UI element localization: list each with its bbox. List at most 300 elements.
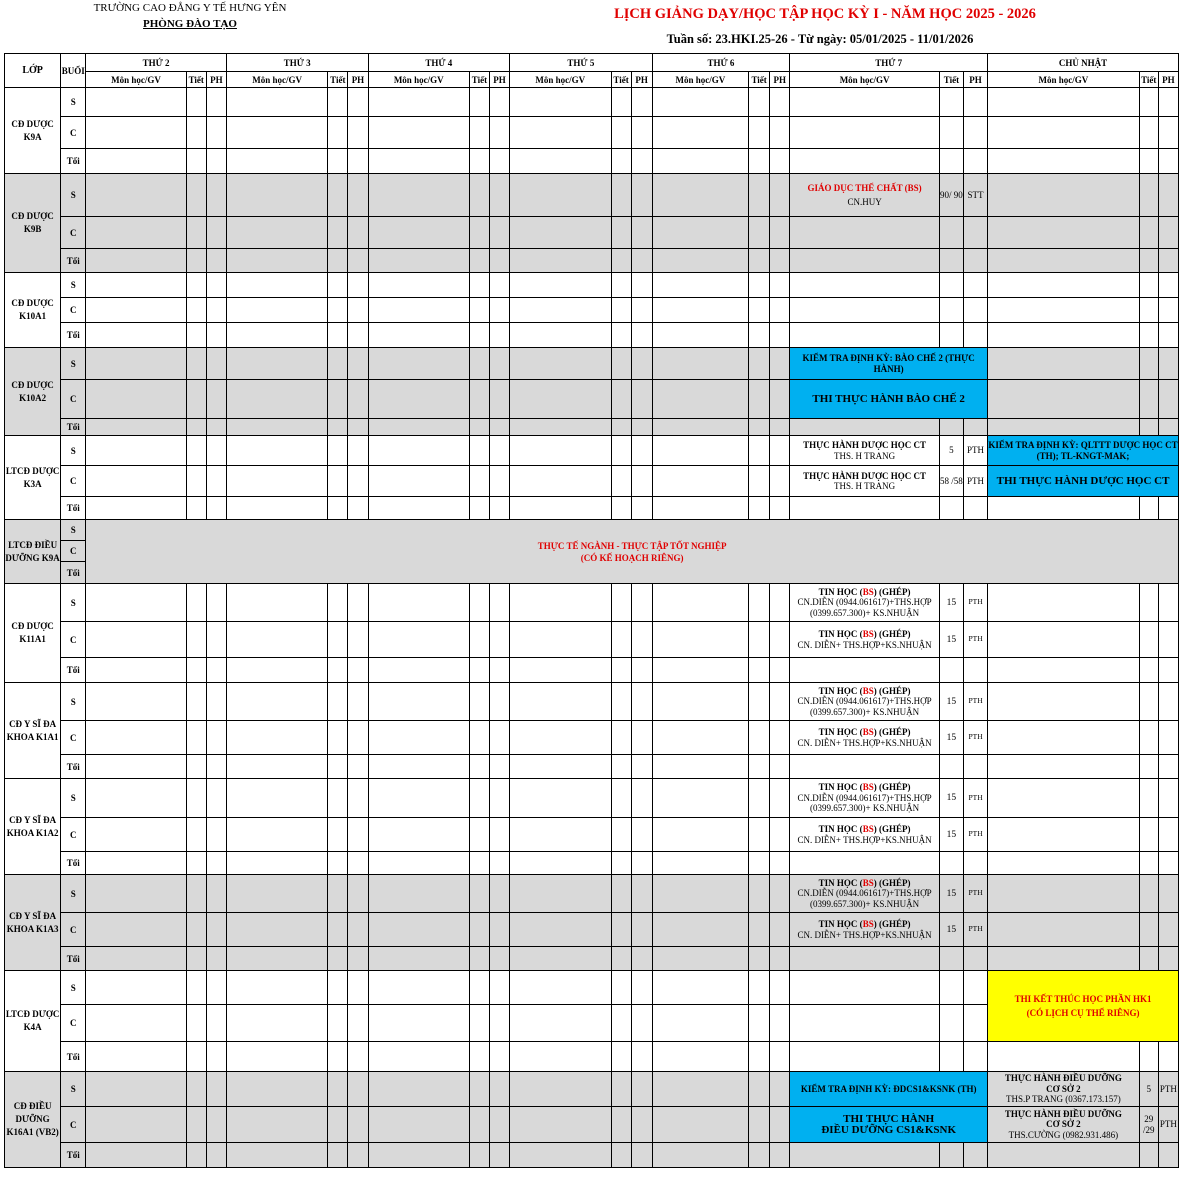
room-cell xyxy=(963,658,987,683)
session-label: Tối xyxy=(61,497,86,520)
cell-text: ) (GHÉP) xyxy=(873,919,911,929)
schedule-cell xyxy=(368,419,469,436)
schedule-cell xyxy=(652,818,748,852)
cell-text: THI THỰC HÀNH xyxy=(843,1112,935,1125)
schedule-cell xyxy=(988,875,1140,913)
table-row xyxy=(5,217,1179,249)
schedule-cell xyxy=(510,1072,611,1107)
room-cell xyxy=(770,584,790,622)
room-cell xyxy=(348,436,368,466)
period-cell xyxy=(1139,217,1158,249)
session-label: S xyxy=(61,88,86,117)
room-cell xyxy=(770,1042,790,1072)
schedule-cell xyxy=(988,818,1140,852)
period-cell xyxy=(1139,348,1158,380)
schedule-cell xyxy=(368,947,469,971)
room-cell xyxy=(489,852,509,875)
session-label: S xyxy=(61,273,86,298)
period-cell xyxy=(749,1005,770,1042)
room-cell xyxy=(489,818,509,852)
schedule-cell xyxy=(1139,1042,1158,1072)
session-label: Tối xyxy=(61,149,86,174)
room-cell xyxy=(348,149,368,174)
schedule-cell xyxy=(226,875,327,913)
room-cell xyxy=(1158,755,1178,779)
room-cell xyxy=(206,117,226,149)
schedule-cell xyxy=(652,1143,748,1168)
period-cell xyxy=(469,217,489,249)
schedule-cell xyxy=(368,683,469,721)
schedule-cell xyxy=(86,1107,186,1143)
period-cell xyxy=(611,584,631,622)
period-cell xyxy=(469,779,489,818)
schedule-cell xyxy=(652,875,748,913)
room-cell xyxy=(963,249,987,273)
period-count: 15 xyxy=(939,584,963,622)
schedule-cell xyxy=(988,947,1140,971)
schedule-cell xyxy=(368,852,469,875)
period-cell xyxy=(749,1042,770,1072)
schedule-cell xyxy=(86,149,186,174)
session-label: C xyxy=(61,466,86,497)
session-label: C xyxy=(61,1107,86,1143)
schedule-cell xyxy=(368,497,469,520)
class-name: CĐ DƯỢC K10A2 xyxy=(5,348,61,436)
schedule-cell xyxy=(226,348,327,380)
table-row xyxy=(5,875,1179,913)
schedule-cell xyxy=(368,1042,469,1072)
period-cell xyxy=(939,1042,963,1072)
period-cell xyxy=(186,88,206,117)
room-cell xyxy=(206,1107,226,1143)
room-cell xyxy=(770,298,790,323)
table-row xyxy=(5,436,1179,466)
period-cell xyxy=(611,436,631,466)
schedule-cell xyxy=(652,88,748,117)
schedule-cell xyxy=(510,658,611,683)
period-cell xyxy=(469,755,489,779)
schedule-cell xyxy=(368,875,469,913)
schedule-cell xyxy=(368,971,469,1005)
cell-text: TIN HỌC ( xyxy=(818,877,863,888)
schedule-cell xyxy=(226,380,327,419)
schedule-cell xyxy=(652,273,748,298)
room-cell xyxy=(489,149,509,174)
schedule-cell xyxy=(226,419,327,436)
class-name: CĐ Y SĨ ĐA KHOA K1A2 xyxy=(5,779,61,875)
table-row xyxy=(5,466,1179,497)
col-header-buoi: BUỔI xyxy=(61,54,86,88)
room-cell xyxy=(489,436,509,466)
period-cell xyxy=(328,174,348,217)
tiet-header: Tiết xyxy=(328,72,348,88)
schedule-cell xyxy=(988,323,1140,348)
schedule-cell xyxy=(988,249,1140,273)
cell-text: TIN HỌC ( xyxy=(818,824,863,834)
room-cell xyxy=(963,217,987,249)
schedule-cell xyxy=(652,852,748,875)
schedule-cell xyxy=(988,149,1140,174)
room-cell xyxy=(770,875,790,913)
schedule-cell xyxy=(368,149,469,174)
period-cell xyxy=(1139,380,1158,419)
period-cell xyxy=(328,971,348,1005)
period-cell xyxy=(611,755,631,779)
period-cell xyxy=(1139,149,1158,174)
room-cell xyxy=(1158,380,1178,419)
room-cell xyxy=(1158,852,1178,875)
cell-text: THỰC HÀNH DƯỢC HỌC CT xyxy=(803,470,926,481)
room-cell xyxy=(963,852,987,875)
period-cell xyxy=(328,419,348,436)
cell-text: BS xyxy=(862,629,874,639)
schedule-cell xyxy=(226,174,327,217)
room-cell xyxy=(206,875,226,913)
period-cell xyxy=(611,323,631,348)
period-cell xyxy=(611,348,631,380)
schedule-cell xyxy=(988,721,1140,755)
schedule-cell xyxy=(86,913,186,947)
room-cell xyxy=(631,1107,652,1143)
room-cell xyxy=(1158,497,1178,520)
schedule-cell xyxy=(1158,1042,1178,1072)
period-cell xyxy=(186,1143,206,1168)
schedule-cell xyxy=(368,117,469,149)
cell-text: BS xyxy=(862,782,874,793)
room-cell xyxy=(631,1042,652,1072)
room-cell xyxy=(631,436,652,466)
room-cell xyxy=(1158,818,1178,852)
schedule-cell xyxy=(226,323,327,348)
period-cell xyxy=(186,436,206,466)
room-cell xyxy=(489,1143,509,1168)
room-cell xyxy=(206,721,226,755)
session-label: Tối xyxy=(61,947,86,971)
period-cell xyxy=(186,117,206,149)
col-header-lop: LỚP xyxy=(5,54,61,88)
room-cell xyxy=(348,658,368,683)
schedule-cell xyxy=(510,622,611,658)
schedule-cell xyxy=(226,971,327,1005)
room-cell xyxy=(770,818,790,852)
room-cell xyxy=(631,149,652,174)
period-count: 15 xyxy=(939,875,963,913)
schedule-cell xyxy=(86,466,186,497)
room-cell xyxy=(770,217,790,249)
schedule-cell xyxy=(510,683,611,721)
schedule-cell xyxy=(790,149,940,174)
period-cell xyxy=(611,249,631,273)
room-cell xyxy=(631,1072,652,1107)
room-cell xyxy=(770,149,790,174)
period-cell xyxy=(611,658,631,683)
schedule-cell xyxy=(368,913,469,947)
period-cell xyxy=(1139,584,1158,622)
cell-text: CN. DIỄN+ THS.HỢP+KS.NHUẬN xyxy=(797,639,932,650)
cell-text: THI THỰC HÀNH BÀO CHẾ 2 xyxy=(812,392,965,405)
period-cell xyxy=(186,852,206,875)
schedule-cell xyxy=(226,88,327,117)
session-label: Tối xyxy=(61,323,86,348)
cell-text: (CÓ KẾ HOẠCH RIÊNG) xyxy=(580,552,684,563)
period-cell xyxy=(186,273,206,298)
event-cell xyxy=(988,436,1179,466)
period-cell xyxy=(328,323,348,348)
schedule-cell xyxy=(368,755,469,779)
room-cell xyxy=(206,348,226,380)
period-cell xyxy=(1139,117,1158,149)
session-label: Tối xyxy=(61,1143,86,1168)
schedule-cell xyxy=(988,658,1140,683)
session-label: S xyxy=(61,971,86,1005)
schedule-cell xyxy=(86,683,186,721)
room-cell xyxy=(489,217,509,249)
schedule-cell xyxy=(790,249,940,273)
subject-title xyxy=(790,727,939,738)
room-cell xyxy=(489,947,509,971)
period-cell xyxy=(749,658,770,683)
room-cell xyxy=(631,273,652,298)
schedule-cell xyxy=(652,149,748,174)
period-cell xyxy=(328,1107,348,1143)
room-cell xyxy=(631,721,652,755)
period-cell xyxy=(611,779,631,818)
period-cell xyxy=(328,852,348,875)
session-label: S xyxy=(61,348,86,380)
room-cell xyxy=(770,1005,790,1042)
room-cell xyxy=(1158,683,1178,721)
room-cell xyxy=(631,117,652,149)
room-cell xyxy=(348,1042,368,1072)
room-cell xyxy=(963,497,987,520)
ph-header: PH xyxy=(206,72,226,88)
cell-text: ) (GHÉP) xyxy=(873,586,911,597)
period-cell xyxy=(328,683,348,721)
schedule-cell xyxy=(652,249,748,273)
schedule-cell xyxy=(510,466,611,497)
room-cell xyxy=(770,380,790,419)
cell-text: ) (GHÉP) xyxy=(873,629,911,639)
day-header-thu6: THỨ 6 xyxy=(652,54,790,72)
period-cell xyxy=(1139,249,1158,273)
period-cell xyxy=(328,658,348,683)
room-cell xyxy=(770,1143,790,1168)
period-cell xyxy=(1139,419,1158,436)
schedule-cell xyxy=(86,721,186,755)
period-cell xyxy=(1139,1143,1158,1168)
schedule-cell xyxy=(652,779,748,818)
cell-text: CƠ SỞ 2 xyxy=(1046,1119,1081,1130)
cell-text: TIN HỌC ( xyxy=(818,919,863,929)
schedule-cell xyxy=(790,88,940,117)
internship-note xyxy=(86,520,1179,584)
session-label: Tối xyxy=(61,852,86,875)
schedule-cell xyxy=(226,852,327,875)
class-name: CĐ DƯỢC K9A xyxy=(5,88,61,174)
schedule-cell xyxy=(226,117,327,149)
mon-header: Môn học/GV xyxy=(790,72,940,88)
room-cell xyxy=(489,348,509,380)
period-cell xyxy=(186,298,206,323)
schedule-cell xyxy=(510,436,611,466)
cell-text: CN.HUY xyxy=(847,197,882,207)
schedule-cell xyxy=(86,323,186,348)
period-cell xyxy=(328,755,348,779)
schedule-cell xyxy=(368,1072,469,1107)
schedule-cell xyxy=(510,217,611,249)
room-cell xyxy=(489,466,509,497)
cell-text: ) (GHÉP) xyxy=(873,782,911,793)
room-cell xyxy=(770,755,790,779)
table-row xyxy=(5,1042,1179,1072)
schedule-cell xyxy=(226,658,327,683)
class-name: CĐ DƯỢC K10A1 xyxy=(5,273,61,348)
room-cell xyxy=(348,117,368,149)
room-cell xyxy=(631,466,652,497)
schedule-cell xyxy=(86,497,186,520)
mon-header: Môn học/GV xyxy=(86,72,186,88)
session-label: S xyxy=(61,875,86,913)
session-label: C xyxy=(61,217,86,249)
period-cell xyxy=(939,149,963,174)
schedule-cell xyxy=(86,779,186,818)
period-cell xyxy=(749,622,770,658)
period-cell xyxy=(1139,88,1158,117)
table-row xyxy=(5,1143,1179,1168)
room-cell xyxy=(631,683,652,721)
schedule-cell xyxy=(368,622,469,658)
class-name: LTCĐ DƯỢC K4A xyxy=(5,971,61,1072)
schedule-cell xyxy=(86,298,186,323)
period-cell xyxy=(186,875,206,913)
cell-text: (0399.657.300)+ KS.NHUẬN xyxy=(810,607,920,618)
room-code: PTH xyxy=(963,622,987,658)
period-cell xyxy=(469,1143,489,1168)
ph-header: PH xyxy=(963,72,987,88)
schedule-cell xyxy=(652,1042,748,1072)
room-cell xyxy=(348,323,368,348)
period-cell xyxy=(469,913,489,947)
room-cell xyxy=(1158,88,1178,117)
room-cell xyxy=(489,380,509,419)
schedule-cell xyxy=(86,755,186,779)
period-cell xyxy=(939,947,963,971)
session-label: C xyxy=(61,380,86,419)
room-cell xyxy=(770,947,790,971)
cell-text: BS xyxy=(862,877,874,888)
table-row xyxy=(5,520,1179,541)
period-cell xyxy=(186,174,206,217)
schedule-cell xyxy=(86,117,186,149)
period-cell xyxy=(1139,497,1158,520)
period-cell xyxy=(328,721,348,755)
schedule-cell xyxy=(988,755,1140,779)
room-cell xyxy=(348,380,368,419)
period-cell xyxy=(186,658,206,683)
schedule-cell xyxy=(988,348,1140,380)
room-cell xyxy=(489,88,509,117)
class-name: CĐ DƯỢC K11A1 xyxy=(5,584,61,683)
room-cell xyxy=(631,217,652,249)
session-label: C xyxy=(61,622,86,658)
class-name: CĐ Y SĨ ĐA KHOA K1A1 xyxy=(5,683,61,779)
schedule-cell xyxy=(368,818,469,852)
schedule-cell xyxy=(790,117,940,149)
schedule-cell xyxy=(652,117,748,149)
room-cell xyxy=(770,117,790,149)
room-cell xyxy=(631,249,652,273)
period-cell xyxy=(939,249,963,273)
schedule-cell xyxy=(988,1143,1140,1168)
room-cell xyxy=(770,466,790,497)
table-row xyxy=(5,380,1179,419)
cell-text: ĐIỀU DƯỠNG CS1&KSNK xyxy=(821,1123,957,1136)
period-cell xyxy=(328,117,348,149)
period-cell xyxy=(186,497,206,520)
period-cell xyxy=(611,88,631,117)
room-code: PTH xyxy=(963,436,987,466)
schedule-cell xyxy=(510,1107,611,1143)
schedule-cell xyxy=(510,971,611,1005)
period-cell xyxy=(469,622,489,658)
tiet-header: Tiết xyxy=(749,72,770,88)
cell-text: THỰC HÀNH ĐIỀU DƯỠNG xyxy=(1004,1073,1122,1084)
period-cell xyxy=(469,683,489,721)
period-cell xyxy=(1139,779,1158,818)
period-cell xyxy=(611,875,631,913)
session-label: C xyxy=(61,1005,86,1042)
department-name: PHÒNG ĐÀO TẠO xyxy=(143,18,237,30)
period-cell xyxy=(611,913,631,947)
ph-header: PH xyxy=(1158,72,1178,88)
class-name: CĐ ĐIỀU DƯỠNG K16A1 (VB2) xyxy=(5,1072,61,1168)
period-cell xyxy=(186,818,206,852)
schedule-cell xyxy=(86,249,186,273)
table-row xyxy=(5,497,1179,520)
table-row xyxy=(5,721,1179,755)
period-cell xyxy=(749,852,770,875)
mon-header: Môn học/GV xyxy=(510,72,611,88)
room-cell xyxy=(489,273,509,298)
subject-title xyxy=(790,782,939,793)
period-cell xyxy=(611,466,631,497)
room-cell xyxy=(631,419,652,436)
room-cell xyxy=(489,755,509,779)
room-cell xyxy=(348,88,368,117)
table-row xyxy=(5,149,1179,174)
period-cell xyxy=(939,117,963,149)
room-code: PTH xyxy=(963,721,987,755)
period-cell xyxy=(186,913,206,947)
schedule-cell xyxy=(226,1072,327,1107)
table-row xyxy=(5,249,1179,273)
schedule-cell xyxy=(652,622,748,658)
schedule-cell xyxy=(652,1107,748,1143)
day-header-thu2: THỨ 2 xyxy=(86,54,227,72)
table-row xyxy=(5,971,1179,1005)
room-cell xyxy=(206,1042,226,1072)
schedule-cell xyxy=(510,117,611,149)
table-row xyxy=(5,323,1179,348)
class-name: CĐ Y SĨ ĐA KHOA K1A3 xyxy=(5,875,61,971)
room-cell xyxy=(206,298,226,323)
school-header xyxy=(60,0,320,32)
period-cell xyxy=(186,149,206,174)
period-cell xyxy=(469,174,489,217)
schedule-cell xyxy=(368,584,469,622)
schedule-cell xyxy=(86,1005,186,1042)
room-cell xyxy=(348,298,368,323)
